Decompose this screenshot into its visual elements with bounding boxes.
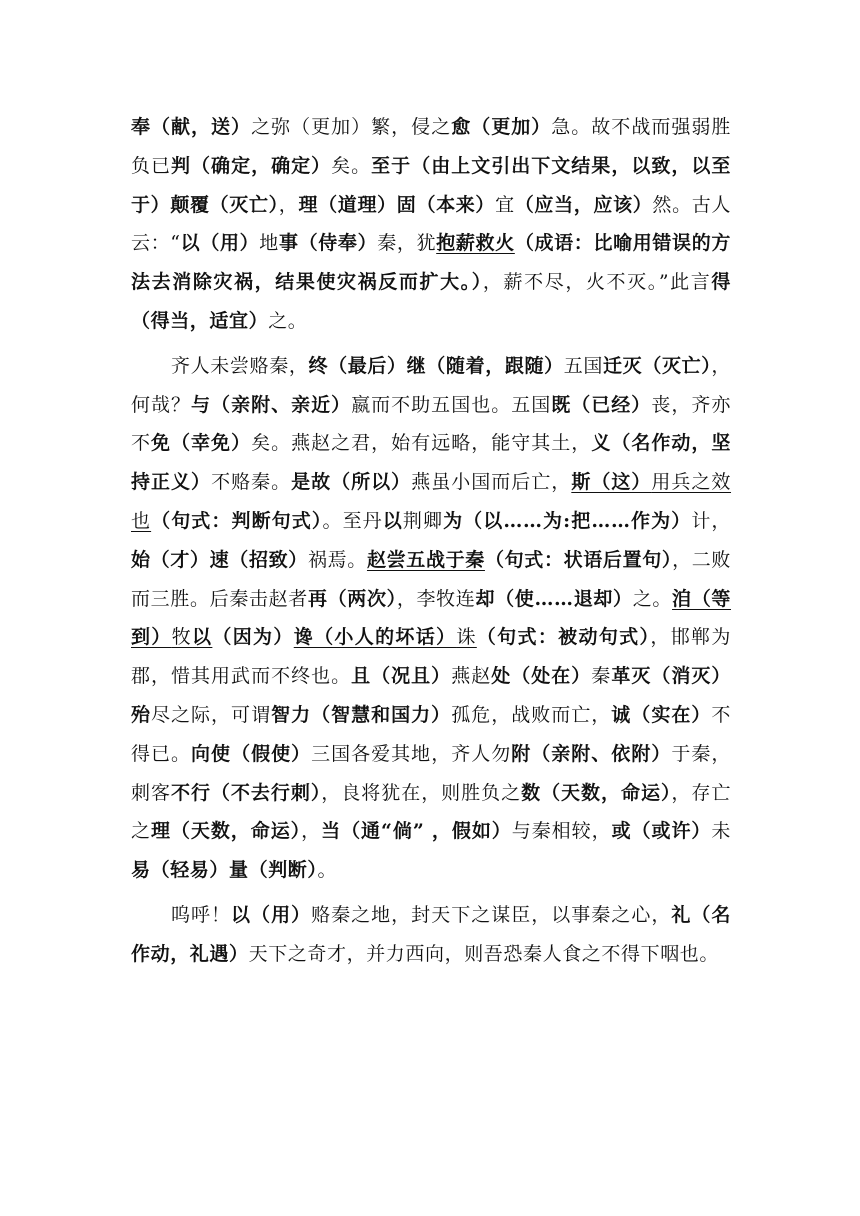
annotated-text-run: 再（两次） — [307, 587, 397, 610]
annotated-text-run: （成语：比喻用错误的方法去消除灾祸，结果使灾祸反而扩大。） — [131, 232, 731, 294]
annotated-text-run: 至于（由上文引出下文结果，以致，以至于）颠覆（灭亡） — [131, 154, 731, 216]
annotated-text-run: （因为） — [212, 626, 294, 649]
text-run: 尽之际，可谓 — [151, 703, 272, 726]
text-run: 。 — [317, 859, 338, 882]
text-run: 与秦相较， — [511, 820, 612, 843]
annotated-text-run: 始（才）速（招致） — [131, 548, 308, 571]
text-run: 齐人未尝赂秦， — [171, 354, 309, 377]
annotated-text-run: 智力（智慧和国力） — [271, 703, 452, 726]
text-run: 用兵之效也 — [131, 471, 732, 532]
annotated-text-run: 向使（假使） — [191, 742, 312, 765]
document-page — [131, 108, 731, 980]
annotated-text-run: 革灭（消灭）殆 — [131, 665, 731, 726]
annotated-text-run: 奉（献，送） — [131, 116, 252, 138]
text-run: ，二败而三胜。后秦击赵者 — [131, 548, 732, 610]
annotated-text-run: （句式：被动句式） — [476, 626, 651, 649]
annotated-text-run: 数（天数，命运） — [521, 781, 672, 804]
text-run: 之。 — [632, 587, 673, 610]
text-run: ，良将犹在，则胜负之 — [321, 781, 522, 804]
paragraph-1 — [131, 108, 731, 341]
text-run: 不赂秦。 — [211, 471, 292, 494]
text-run: 天下之奇才，并力西向，则吾恐秦人食之不得下咽也。 — [248, 942, 720, 965]
annotated-text-run: 与（亲附、亲近） — [191, 393, 352, 416]
text-run: 燕赵 — [451, 665, 492, 688]
text-run: 之弥（更加）繁，侵之 — [251, 116, 452, 138]
annotated-text-run: 诚（实在） — [611, 703, 712, 726]
text-run: ，薪不尽，火不灭。”此言 — [482, 271, 712, 294]
text-run: 诛 — [456, 626, 477, 649]
text-run: 秦 — [591, 665, 612, 688]
annotated-text-run: 理（道理）固（本来） — [298, 193, 496, 216]
annotated-text-run: 或（或许） — [611, 820, 712, 843]
text-run: ，存亡之 — [131, 781, 731, 843]
text-run: 。至丹 — [322, 509, 383, 532]
annotated-text-run: 得（得当，适宜） — [131, 271, 731, 332]
annotated-text-run: 迁灭（灭亡） — [603, 354, 712, 377]
annotated-text-run: 免（幸免） — [151, 432, 252, 455]
text-run: 不得已。 — [131, 703, 731, 765]
annotated-text-run: 以 — [192, 626, 213, 649]
text-run: 宜 — [495, 193, 515, 216]
annotated-text-run: 理（天数，命运） — [150, 820, 302, 843]
text-run: 嬴而不助五国也。五国 — [351, 393, 552, 416]
annotated-text-run: 义（名作动，坚持正义） — [131, 432, 731, 494]
annotated-text-run: 不行（不去行刺） — [170, 781, 322, 804]
annotated-text-run: 愈（更加） — [451, 116, 552, 138]
annotated-text-run: 既（已经） — [551, 393, 652, 416]
text-run: 丧，齐亦不 — [131, 393, 731, 455]
text-run: 五国 — [563, 354, 604, 377]
annotated-text-run: 终（最后）继（随着，跟随） — [308, 354, 564, 377]
annotated-text-run: 判（确定，确定） — [171, 154, 332, 177]
text-run: 牧 — [171, 626, 193, 649]
annotated-text-run: 礼（名作动，礼遇） — [131, 903, 731, 965]
text-run: 之。 — [268, 309, 308, 332]
annotated-text-run: 且（况且） — [351, 665, 452, 688]
text-run: 荆卿 — [402, 509, 444, 532]
annotated-text-run: 为（以……为:把……作为） — [443, 509, 692, 532]
annotated-text-run: 附（亲附、依附） — [511, 742, 672, 765]
annotated-text-run: 当（通“倘” ，假如） — [321, 820, 512, 843]
text-run: 矣。燕赵之君，始有远略，能守其土， — [251, 432, 592, 455]
annotated-text-run: 洎（等到） — [131, 587, 731, 649]
text-run: ，何哉？ — [131, 354, 731, 416]
annotated-text-run: 以 — [382, 509, 403, 532]
text-run: 秦，犹 — [377, 232, 437, 255]
annotated-text-run: 抱薪救火 — [436, 232, 515, 255]
annotated-text-run: 易（轻易）量（判断） — [131, 859, 318, 882]
annotated-text-run: 以（用） — [231, 903, 312, 926]
text-run: 计， — [691, 509, 732, 532]
paragraph-2 — [131, 347, 731, 890]
annotated-text-run: 斯（这） — [571, 471, 652, 494]
text-run: 然。古人云：“ — [131, 193, 731, 255]
text-run: ，邯郸为郡，惜其用武而不终也。 — [131, 626, 731, 688]
annotated-text-run: 却（使……退却） — [475, 587, 633, 610]
text-run: 未 — [711, 820, 731, 843]
text-run: ， — [278, 193, 299, 216]
text-run: 赂秦之地，封天下之谋臣，以事秦之心， — [311, 903, 672, 926]
paragraph-3 — [131, 896, 731, 974]
text-run: ， — [301, 820, 322, 843]
annotated-text-run: 事（侍奉） — [278, 232, 378, 255]
text-run: 孤危，战败而亡， — [451, 703, 612, 726]
annotated-text-run: （句式：判断句式） — [151, 509, 323, 532]
text-run: 三国各爱其地，齐人勿 — [311, 742, 512, 765]
annotated-text-run: 谗（小人的坏话） — [293, 626, 457, 649]
text-run: 地 — [259, 232, 279, 255]
text-run: 燕虽小国而后亡， — [411, 471, 572, 494]
text-run: 祸焉。 — [307, 548, 367, 571]
text-run: 急。故不战而强弱胜负已 — [131, 116, 731, 177]
annotated-text-run: 是故（所以） — [291, 471, 412, 494]
text-run: ，李牧连 — [396, 587, 476, 610]
annotated-text-run: 以（用） — [180, 232, 260, 255]
annotated-text-run: （句式：状语后置句） — [484, 548, 673, 571]
text-run: 矣。 — [331, 154, 372, 177]
annotated-text-run: 处（处在） — [491, 665, 592, 688]
annotated-text-run: （应当，应该） — [514, 193, 653, 216]
text-run: 于秦，刺客 — [131, 742, 731, 804]
annotated-text-run: 赵尝五战于秦 — [366, 548, 485, 571]
text-run: 呜呼！ — [171, 903, 232, 926]
